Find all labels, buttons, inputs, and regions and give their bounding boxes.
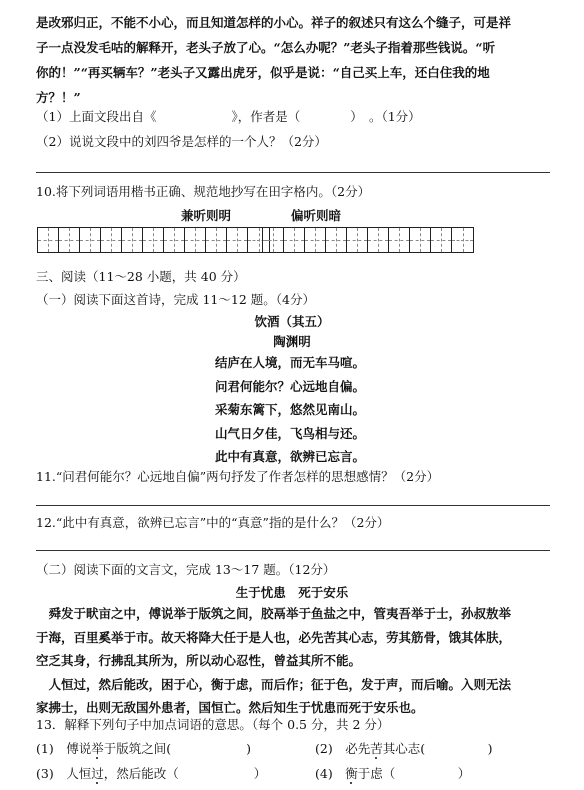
answer-line (36, 505, 550, 506)
poem-line: 问君何能尔？心远地自偏。 (215, 379, 366, 394)
part-1-heading: （一）阅读下面这首诗，完成 11～12 题。（4分） (36, 292, 315, 307)
q13-item-2: (2) 必先苦其心志( ) (315, 741, 493, 756)
q13-item-1: (1) 傅说举于版筑之间( ) (36, 741, 251, 756)
classical-line: 空乏其身，行拂乱其所为，所以动心忍性，曾益其所不能。 (36, 653, 362, 668)
passage-line: 方？！” (36, 90, 81, 105)
question-2: （2）说说文段中的刘四爷是怎样的一个人？（2分） (36, 134, 327, 149)
copy-word-2: 偏听则暗 (291, 208, 342, 223)
question-11: 11.“问君何能尔？心远地自偏”两句抒发了作者怎样的思想感情？（2分） (36, 469, 440, 484)
q13-item-3: (3) 人恒过，然后能改（ ） (36, 766, 267, 781)
q13-item-4: (4) 衡于虑（ ） (315, 766, 471, 781)
question-10: 10.将下列词语用楷书正确、规范地抄写在田字格内。（2分） (36, 184, 371, 199)
tianzige-grid-1[interactable] (37, 227, 270, 253)
poem-author: 陶渊明 (273, 334, 311, 349)
classical-line: 人恒过，然后能改，困于心，衡于虑，而后作；征于色，发于声，而后喻。入则无法 (36, 677, 512, 692)
classical-line: 家拂士，出则无敌国外患者，国恒亡。然后知生于忧患而死于安乐也。 (36, 700, 424, 715)
passage-line: 子一点没发毛咕的解释开，老头子放了心。“怎么办呢？”老头子指着那些钱说。“听 (36, 40, 496, 55)
part-2-heading: （二）阅读下面的文言文，完成 13～17 题。（12分） (36, 562, 336, 577)
copy-word-1: 兼听则明 (181, 208, 232, 223)
classical-line: 舜发于畎亩之中，傅说举于版筑之间，胶鬲举于鱼盐之中，管夷吾举于士，孙叔敖举 (36, 606, 512, 621)
poem-title: 饮酒（其五） (254, 314, 330, 329)
question-13: 13．解释下列句子中加点词语的意思。（每个 0.5 分，共 2 分） (36, 717, 390, 732)
classical-line: 于海，百里奚举于市。故天将降大任于是人也，必先苦其心志，劳其筋骨，饿其体肤， (36, 630, 512, 645)
poem-line: 采菊东篱下，悠然见南山。 (215, 402, 366, 417)
answer-line (36, 172, 550, 173)
section-3-heading: 三、阅读（11～28 小题，共 40 分） (36, 269, 246, 284)
poem-line: 山气日夕佳，飞鸟相与还。 (215, 426, 366, 441)
classical-title: 生于忧患 死于安乐 (235, 585, 349, 600)
passage-line: 是改邪归正，不能不小心，而且知道怎样的小心。祥子的叙述只有这么个缝子，可是祥 (36, 15, 512, 30)
tianzige-grid-2[interactable] (262, 227, 474, 253)
answer-line (36, 550, 550, 551)
passage-line: 你的！”“再买辆车？”老头子又露出虎牙，似乎是说：“自己买上车，还白住我的地 (36, 65, 490, 80)
question-12: 12.“此中有真意，欲辨已忘言”中的“真意”指的是什么？（2分） (36, 515, 390, 530)
question-1: （1）上面文段出自《 》，作者是（ ） 。（1分） (36, 109, 421, 124)
poem-line: 结庐在人境，而无车马喧。 (215, 355, 366, 370)
poem-line: 此中有真意，欲辨已忘言。 (215, 449, 366, 464)
